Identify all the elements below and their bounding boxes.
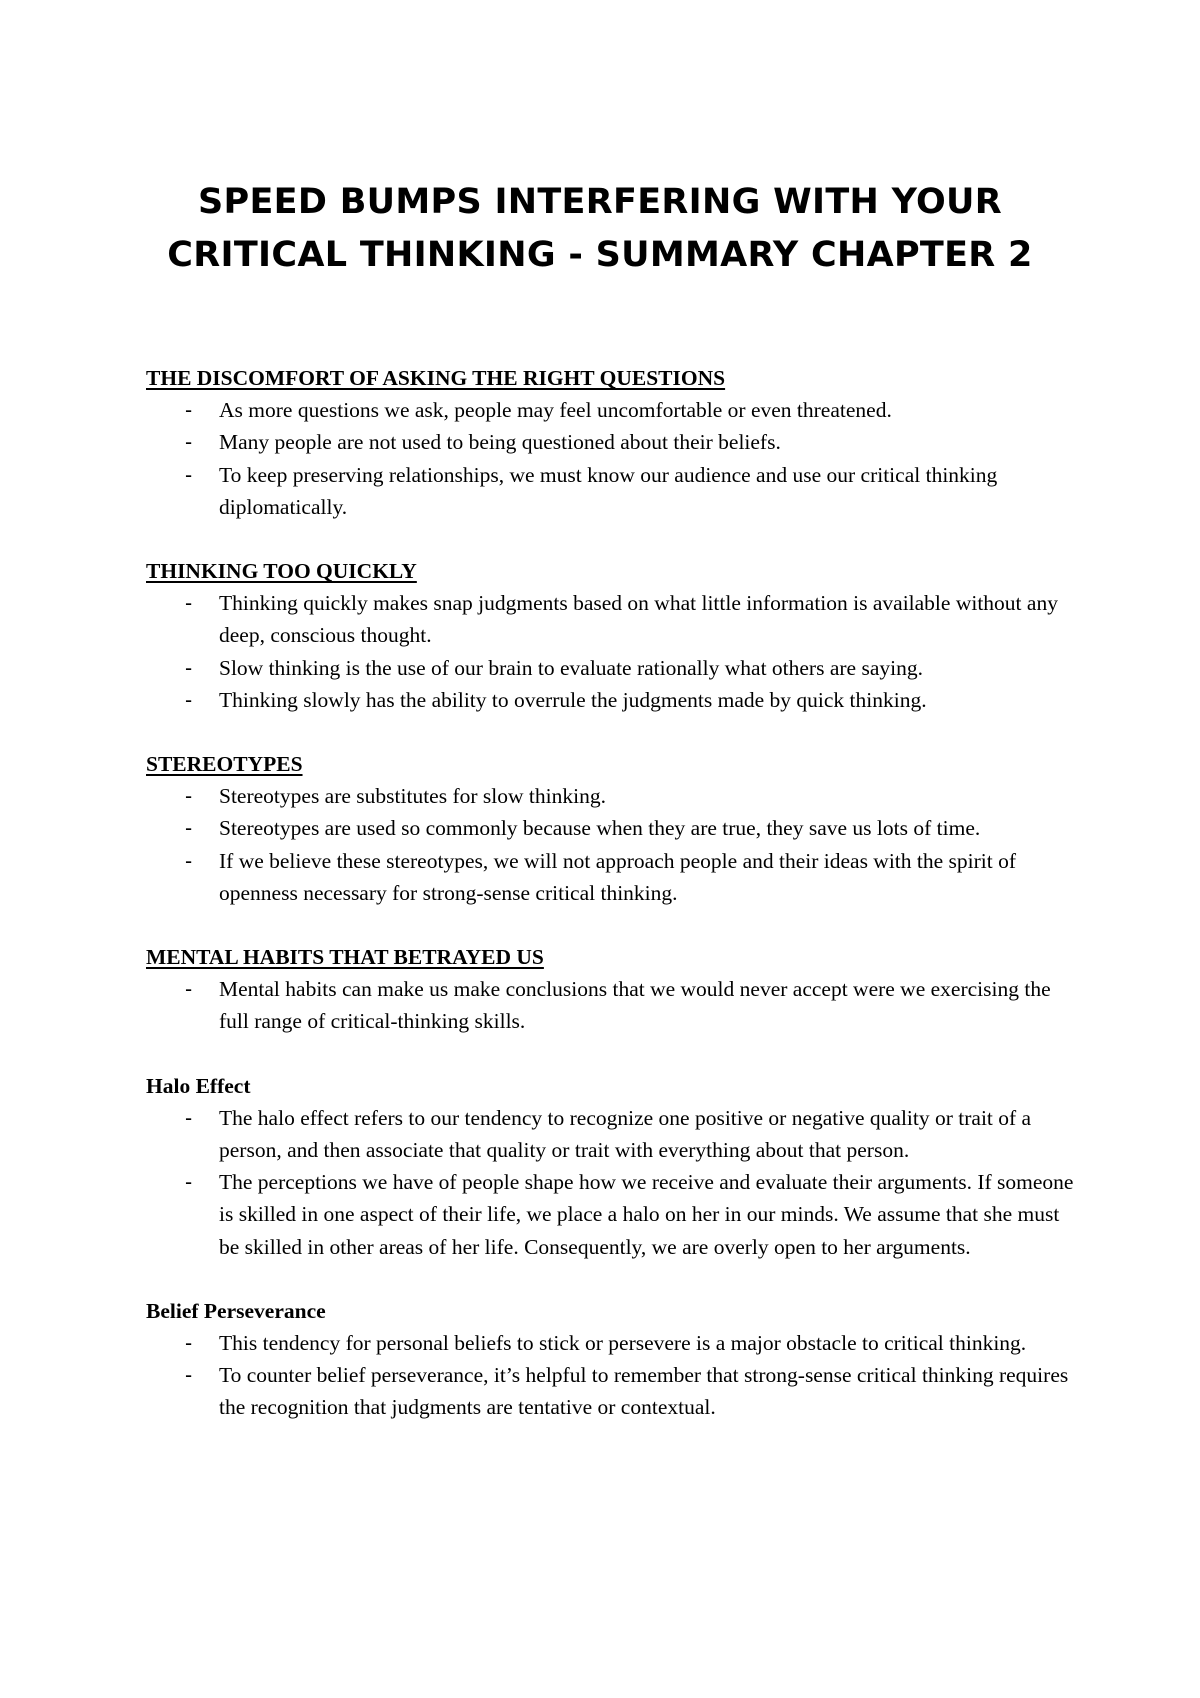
section-halo-effect [146, 1070, 1076, 1263]
bullet-text: Mental habits can make us make conclusions that we would never accept were we exercising the full range of critical-thinking skills. [219, 977, 1051, 1034]
bullet-dash: - [185, 430, 193, 455]
bullet-text: Stereotypes are substitutes for slow thinking. [219, 784, 606, 809]
bullet-dash: - [185, 1170, 193, 1195]
bullet-list [146, 394, 1076, 523]
bullet-dash: - [185, 816, 193, 841]
bullet-item [146, 1166, 1076, 1263]
bullet-item [146, 1359, 1076, 1423]
bullet-item [146, 973, 1076, 1037]
bullet-text: To keep preserving relationships, we must know our audience and use our critical thinking diplomatically. [219, 462, 998, 519]
section-heading: STEREOTYPES [146, 752, 303, 777]
bullet-dash: - [185, 591, 193, 616]
bullet-dash: - [185, 655, 193, 680]
section-mental-habits [146, 941, 1076, 1038]
section-heading: THE DISCOMFORT OF ASKING THE RIGHT QUESTIONS [146, 366, 726, 390]
bullet-text: To counter belief perseverance, it’s helpful to remember that strong-sense critical thinking requires the recognition that judgments are tentative or contextual. [219, 1363, 1069, 1420]
bullet-item [146, 684, 1076, 716]
bullet-text: Many people are not used to being questioned about their beliefs. [219, 430, 781, 455]
bullet-list [146, 1102, 1076, 1263]
document-body [146, 362, 1076, 1456]
bullet-dash: - [185, 1363, 193, 1388]
bullet-text: Thinking slowly has the ability to overrule the judgments made by quick thinking. [219, 687, 927, 712]
bullet-dash: - [185, 977, 193, 1002]
bullet-dash: - [185, 1105, 193, 1130]
bullet-item [146, 394, 1076, 426]
bullet-text: Thinking quickly makes snap judgments based on what little information is available without any deep, conscious thought. [219, 591, 1058, 648]
bullet-item [146, 426, 1076, 458]
section-heading: Halo Effect [146, 1073, 251, 1098]
bullet-dash: - [185, 848, 193, 873]
bullet-item [146, 1327, 1076, 1359]
section-stereotypes [146, 748, 1076, 909]
bullet-item [146, 812, 1076, 844]
bullet-dash: - [185, 784, 193, 809]
section-thinking-too-quickly [146, 555, 1076, 716]
section-heading: Belief Perseverance [146, 1298, 326, 1323]
bullet-text: This tendency for personal beliefs to stick or persevere is a major obstacle to critical thinking. [219, 1331, 1027, 1356]
section-belief-perseverance [146, 1295, 1076, 1424]
bullet-list [146, 587, 1076, 716]
bullet-item [146, 587, 1076, 651]
bullet-text: The halo effect refers to our tendency to recognize one positive or negative quality or trait of a person, and then associate that quality or trait with everything about that person. [219, 1105, 1032, 1163]
bullet-text: Stereotypes are used so commonly because when they are true, they save us lots of time. [219, 816, 981, 841]
bullet-text: Slow thinking is the use of our brain to evaluate rationally what others are saying. [219, 655, 923, 680]
bullet-list [146, 780, 1076, 909]
document-title: SPEED BUMPS INTERFERING WITH YOUR CRITICAL THINKING - SUMMARY CHAPTER 2 [167, 182, 1033, 275]
bullet-text: The perceptions we have of people shape how we receive and evaluate their arguments. If someone is skilled in one aspect of their life, we place a halo on her in our minds. We assume that she must be skilled in other areas of her life. Consequently, we are overly open to her arguments. [219, 1170, 1074, 1259]
bullet-dash: - [185, 462, 193, 487]
bullet-item [146, 652, 1076, 684]
bullet-item [146, 459, 1076, 523]
bullet-dash: - [185, 1331, 193, 1356]
section-heading: MENTAL HABITS THAT BETRAYED US [146, 945, 544, 970]
bullet-text: If we believe these stereotypes, we will not approach people and their ideas with the spirit of openness necessary for strong-sense critical thinking. [219, 848, 1017, 905]
bullet-item [146, 780, 1076, 812]
bullet-list [146, 1327, 1076, 1424]
section-heading: THINKING TOO QUICKLY [146, 559, 417, 584]
bullet-list [146, 973, 1076, 1037]
bullet-item [146, 845, 1076, 909]
bullet-dash: - [185, 398, 193, 423]
bullet-text: As more questions we ask, people may feel uncomfortable or even threatened. [219, 398, 892, 423]
bullet-item [146, 1102, 1076, 1166]
section-discomfort-of-asking [146, 362, 1076, 523]
bullet-dash: - [185, 687, 193, 712]
